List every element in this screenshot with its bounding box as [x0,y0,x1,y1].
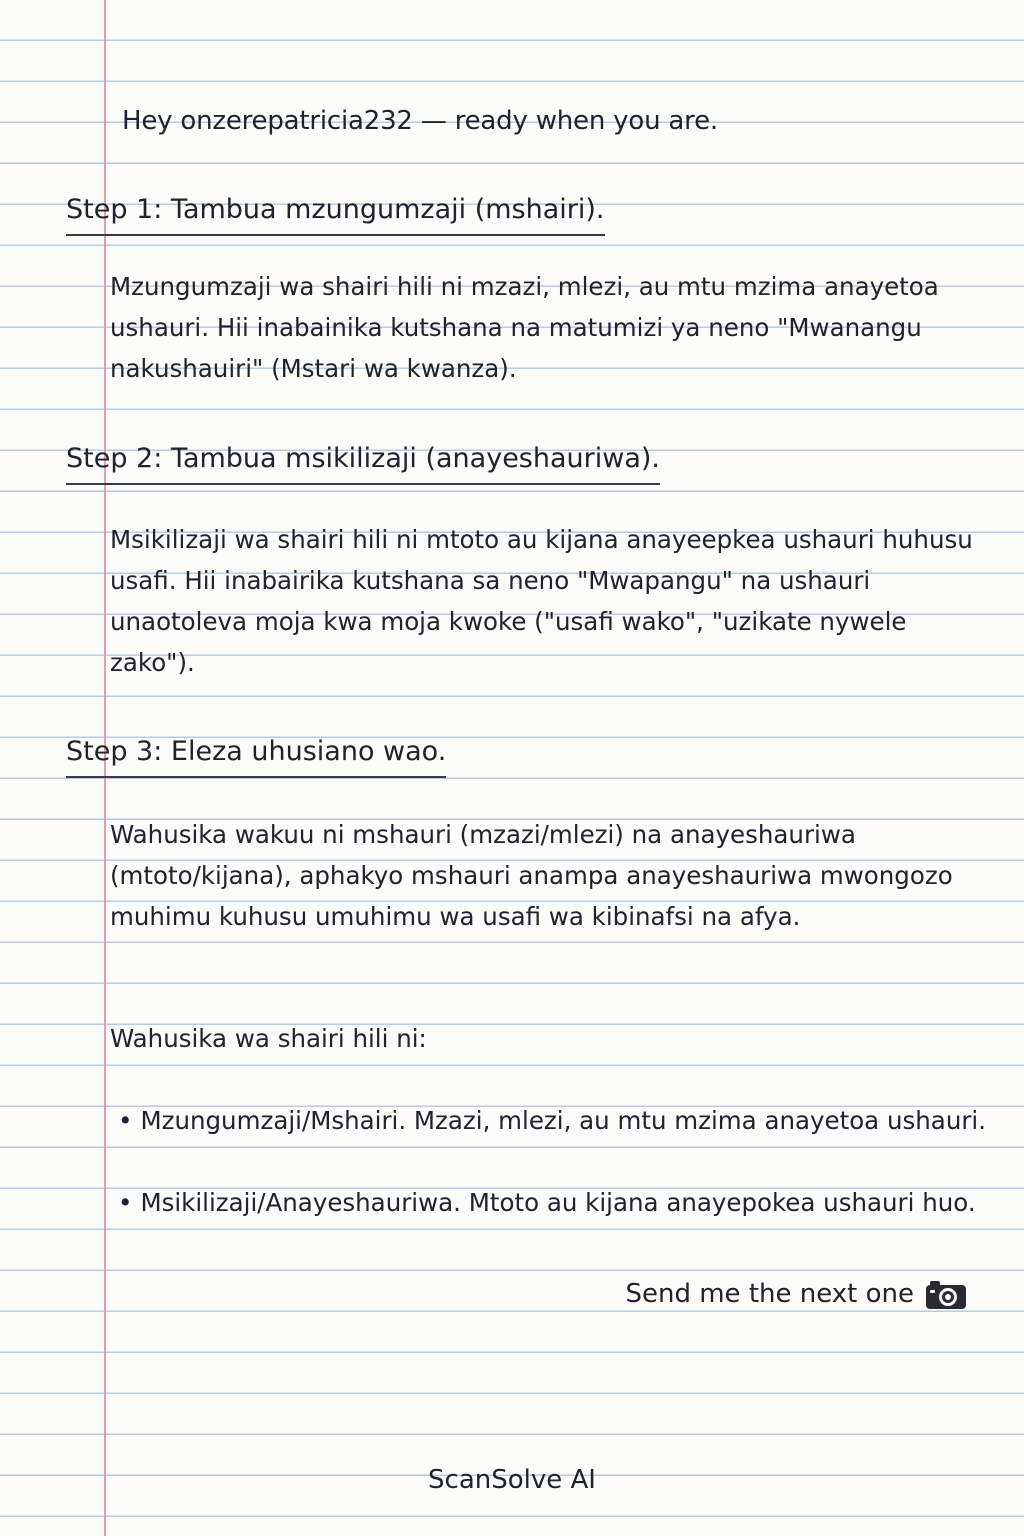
camera-icon [924,1279,968,1311]
footer-brand: ScanSolve AI [428,1465,596,1495]
list-item [118,1100,986,1141]
greeting: Hey onzerepatricia232 — ready when you are. [122,106,718,136]
list-item-text: Msikilizaji/Anayeshauriwa. Mtoto au kijana anayepokea ushauri huo. [140,1188,976,1217]
summary-intro: Wahusika wa shairi hili ni: [110,1024,427,1053]
bullet-icon: • [118,1106,133,1135]
step-1-heading: Step 1: Tambua mzungumzaji (mshairi). [66,189,605,236]
step-2-heading: Step 2: Tambua msikilizaji (anayeshauriwa). [66,438,660,485]
step-1-body: Mzungumzaji wa shairi hili ni mzazi, mlezi, au mtu mzima anayetoa ushauri. Hii inabainika kutshana na matumizi ya neno "Mwanangu nakushauiri" (Mstari wa kwanza). [110,272,939,383]
bullet-icon: • [118,1188,133,1217]
list-item-text: Mzungumzaji/Mshairi. Mzazi, mlezi, au mtu mzima anayetoa ushauri. [140,1106,987,1135]
step-2-body: Msikilizaji wa shairi hili ni mtoto au kijana anayeepkea ushauri huhusu usafi. Hii inabairika kutshana sa neno "Mwapangu" na ushauri unaotoleva moja kwa moja kwoke ("usafi wako", "uzikate nywele zako"). [110,525,973,677]
step-3-body: Wahusika wakuu ni mshauri (mzazi/mlezi) na anayeshauriwa (mtoto/kijana), aphakyo mshauri anampa anayeshauriwa mwongozo muhimu kuhusu umuhimu wa usafi wa kibinafsi na afya. [110,820,953,931]
next-prompt-text: Send me the next one [625,1279,914,1309]
list-item [118,1182,976,1223]
step-3-heading: Step 3: Eleza uhusiano wao. [66,731,446,778]
next-prompt [625,1274,968,1315]
